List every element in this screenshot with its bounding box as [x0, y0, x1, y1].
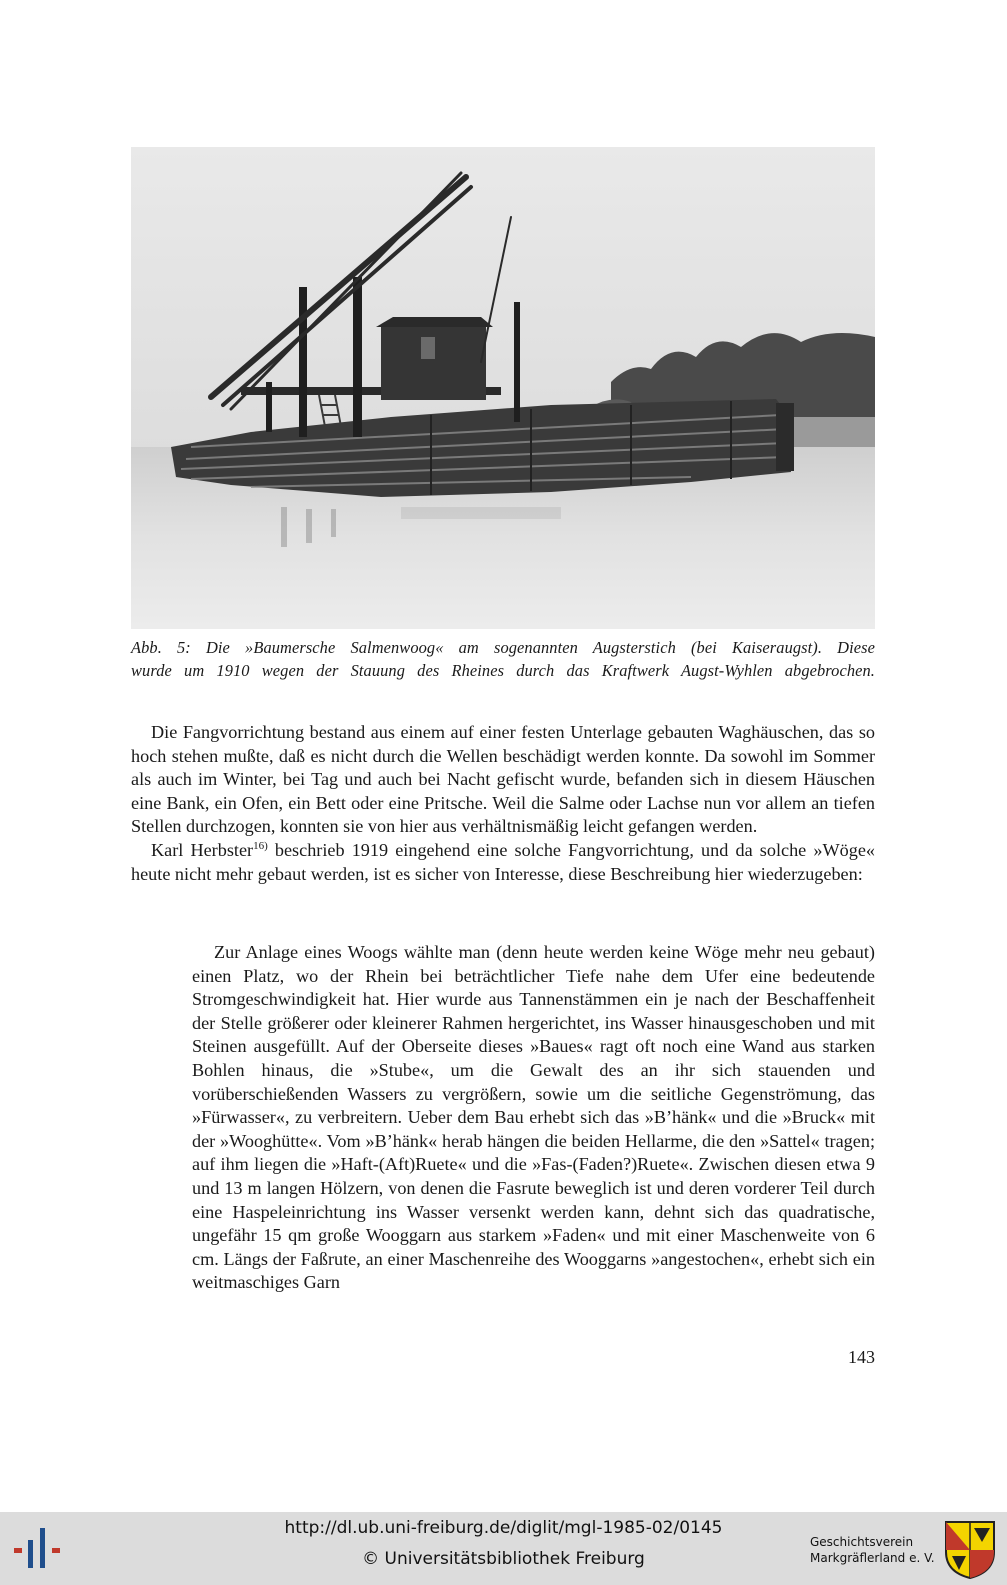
- paragraph-1: Die Fangvorrichtung bestand aus einem auf einer festen Unterlage gebauten Waghäuschen, das so hoch stehen mußte, daß es nicht durch die Wellen beschädigt werden konnte. Da sowohl im Sommer als auch im Winter, bei Tag und auch bei Nacht gefischt wurde, befanden sich in diesem Häuschen eine Bank, ein Ofen, ein Bett oder eine Pritsche. Weil die Salme oder Lachse nun vor allem an tiefen Stellen durchzogen, konnten sie von hier aus verhältnismäßig leicht gefangen werden.: [131, 722, 875, 837]
- paragraph-2: [131, 839, 875, 886]
- coat-of-arms-icon: [944, 1520, 996, 1580]
- footnote-reference: 16): [253, 839, 268, 852]
- author-name: Karl Herbster: [151, 839, 254, 860]
- caption-line-1: Abb. 5: Die »Baumersche Salmenwoog« am sogenannten Augsterstich (bei Kaiseraugst). Diese: [131, 638, 875, 657]
- historic-photo-salmon-weir: [131, 147, 875, 629]
- document-url-link[interactable]: http://dl.ub.uni-freiburg.de/diglit/mgl-1985-02/0145: [284, 1518, 723, 1538]
- block-quote: [192, 941, 875, 1295]
- paragraph-2-text: beschrieb 1919 eingehend eine solche Fangvorrichtung, und da solche »Wöge« heute nicht mehr gebaut werden, ist es sicher von Interesse, diese Beschreibung hier wiederzugeben:: [131, 839, 875, 884]
- society-name: [810, 1534, 935, 1566]
- figure-caption: [131, 636, 875, 682]
- page-number: 143: [848, 1347, 875, 1367]
- body-text: [131, 721, 875, 886]
- copyright-notice: © Universitätsbibliothek Freiburg: [362, 1549, 645, 1569]
- caption-line-2: wurde um 1910 wegen der Stauung des Rheines durch das Kraftwerk Augst-Wyhlen abgebrochen.: [131, 661, 875, 680]
- society-line-2: Markgräflerland e. V.: [810, 1551, 935, 1565]
- society-line-1: Geschichtsverein: [810, 1535, 914, 1549]
- footer-bar: [0, 1512, 1007, 1585]
- quote-text: Zur Anlage eines Woogs wählte man (denn heute werden keine Wöge mehr neu gebaut) einen Platz, wo der Rhein bei beträchtlicher Tiefe nahe dem Ufer eine bedeutende Stromgeschwindigkeit hat. Hier wurde aus Tannenstämmen ein je nach der Beschaffenheit der Stelle größerer oder kleinerer Rahmen hergerichtet, ins Wasser hinausgeschoben und mit Steinen ausgefüllt. Auf der Oberseite dieses »Baues« ragt oft noch eine Wand aus starken Bohlen hinaus, die »Stube«, um die Gewalt des an ihr sich stauenden und vorüberschießenden Wassers zu vergrößern, sowie um die seitliche Gegenströmung, das »Fürwasser«, zu verbreitern. Ueber dem Bau erhebt sich das »B’hänk« und die »Bruck« mit der »Wooghütte«. Vom »B’hänk« herab hängen die beiden Hellarme, die den »Sattel« tragen; auf ihm liegen die »Haft-(Aft)Ruete« und die »Fas-(Faden?)Ruete«. Zwischen diesen etwa 9 und 13 m langen Hölzern, von denen die Fasrute beweglich ist und deren vorderer Teil durch eine Haspeleinrichtung ins Wasser versenkt werden kann, dehnt sich das quadratische, ungefähr 15 qm große Wooggarn aus starkem »Faden« und mit einer Maschenweite von 6 cm. Längs der Faßrute, an einer Maschenreihe des Wooggarns »angestochen«, erhebt sich ein weitmaschiges Garn: [192, 942, 875, 1293]
